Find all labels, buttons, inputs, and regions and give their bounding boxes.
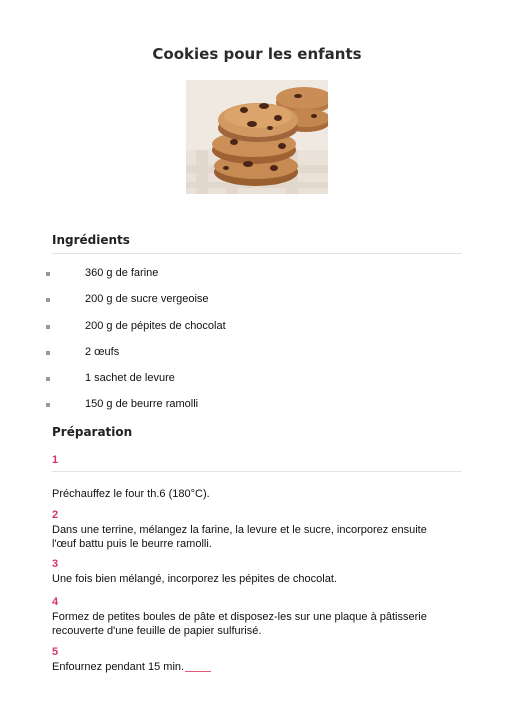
step-text: Dans une terrine, mélangez la farine, la levure et le sucre, incorporez ensuite l'œuf battu puis le beurre ramolli. <box>52 524 427 550</box>
step-text: Préchauffez le four th.6 (180°C). <box>52 488 210 500</box>
step-number: 2 <box>52 509 59 521</box>
ingredient-text: 200 g de pépites de chocolat <box>85 320 226 332</box>
step-final <box>52 660 452 674</box>
bullet-icon <box>46 325 50 329</box>
ingredient-text: 150 g de beurre ramolli <box>85 398 199 410</box>
preparation-heading: Préparation <box>52 425 133 439</box>
list-item <box>0 372 460 388</box>
list-item <box>0 398 460 414</box>
ingredient-text: 360 g de farine <box>85 267 159 279</box>
ingredients-heading: Ingrédients <box>52 233 130 247</box>
ingredient-text: 1 sachet de levure <box>85 372 175 384</box>
bullet-icon <box>46 403 50 407</box>
list-item <box>0 293 460 309</box>
step-number: 3 <box>52 558 59 570</box>
ingredient-text: 200 g de sucre vergeoise <box>85 293 209 305</box>
step-divider <box>52 471 462 472</box>
underline-mark <box>185 671 211 672</box>
cookies-photo <box>186 80 328 194</box>
step-number: 1 <box>52 454 59 466</box>
step-text: Enfournez pendant 15 min. <box>52 661 185 673</box>
list-item <box>0 320 460 336</box>
bullet-icon <box>46 377 50 381</box>
recipe-title: Cookies pour les enfants <box>152 45 362 63</box>
list-item <box>0 346 460 362</box>
bullet-icon <box>46 272 50 276</box>
bullet-icon <box>46 351 50 355</box>
step-text: Formez de petites boules de pâte et disposez-les sur une plaque à pâtisserie recouverte d'une feuille de papier sulfurisé. <box>52 611 427 637</box>
step-number: 5 <box>52 646 59 658</box>
ingredients-divider <box>52 253 462 254</box>
ingredient-text: 2 œufs <box>85 346 120 358</box>
bullet-icon <box>46 298 50 302</box>
step-number: 4 <box>52 596 59 608</box>
list-item <box>0 267 460 283</box>
step-text: Une fois bien mélangé, incorporez les pépites de chocolat. <box>52 573 337 585</box>
